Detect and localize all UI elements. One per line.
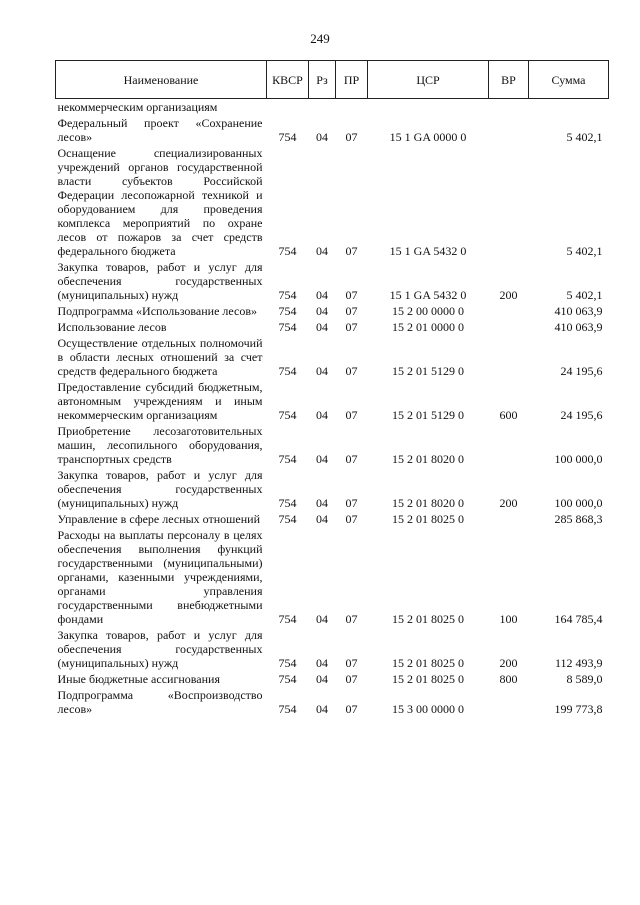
row-csr: 15 2 01 5129 0 — [392, 408, 464, 422]
row-csr: 15 2 01 8020 0 — [392, 452, 464, 466]
row-csr: 15 1 GA 0000 0 — [389, 130, 467, 144]
row-name: Расходы на выплаты персоналу в целях обеспечения выполнения функций государственными (муниципальными) органами, казенными учреждениями, органами управления государственными внебюджетными фондами — [57, 528, 263, 626]
row-csr: 15 2 01 8025 0 — [392, 672, 464, 686]
row-name: Приобретение лесозаготовительных машин, лесопильного оборудования, транспортных средств — [57, 424, 263, 466]
header-csr: ЦСР — [368, 61, 489, 99]
row-pr: 07 — [345, 656, 358, 670]
row-vr — [489, 99, 529, 116]
row-pr: 07 — [345, 408, 358, 422]
row-rz: 04 — [316, 304, 328, 318]
row-pr: 07 — [345, 364, 358, 378]
row-vr — [489, 335, 529, 379]
row-rz: 04 — [316, 672, 328, 686]
row-name: Закупка товаров, работ и услуг для обеспечения государственных (муниципальных) нужд — [57, 260, 263, 302]
row-sum: 5 402,1 — [566, 130, 603, 144]
header-name: Наименование — [56, 61, 267, 99]
row-sum: 100 000,0 — [554, 496, 603, 510]
table-row — [56, 259, 609, 303]
row-rz: 04 — [316, 496, 328, 510]
row-pr: 07 — [345, 320, 358, 334]
row-name: Подпрограмма «Воспроизводство лесов» — [57, 688, 263, 716]
row-vr — [489, 145, 529, 259]
row-rz: 04 — [316, 320, 328, 334]
table-row — [56, 319, 609, 335]
row-rz — [309, 99, 336, 116]
row-rz: 04 — [316, 452, 328, 466]
row-name: Осуществление отдельных полномочий в области лесных отношений за счет средств федерального бюджета — [57, 336, 263, 378]
row-sum: 5 402,1 — [566, 244, 603, 258]
row-csr: 15 2 01 8020 0 — [392, 496, 464, 510]
table-row — [56, 99, 609, 116]
header-pr: ПР — [336, 61, 368, 99]
page-number: 249 — [310, 31, 330, 46]
row-sum: 285 868,3 — [554, 512, 603, 526]
row-kvsr: 754 — [278, 130, 297, 144]
row-csr: 15 1 GA 5432 0 — [389, 244, 467, 258]
row-kvsr: 754 — [278, 496, 297, 510]
table-row — [56, 303, 609, 319]
table-row — [56, 115, 609, 145]
table-row — [56, 527, 609, 627]
table-row — [56, 671, 609, 687]
row-pr: 07 — [345, 130, 358, 144]
row-pr — [336, 99, 368, 116]
row-rz: 04 — [316, 656, 328, 670]
row-kvsr: 754 — [278, 408, 297, 422]
row-sum: 100 000,0 — [554, 452, 603, 466]
row-sum: 199 773,8 — [554, 702, 603, 716]
table-row — [56, 511, 609, 527]
header-kvsr: КВСР — [267, 61, 309, 99]
row-name: Использование лесов — [57, 320, 167, 334]
row-rz: 04 — [316, 244, 328, 258]
row-pr: 07 — [345, 304, 358, 318]
row-csr: 15 2 01 8025 0 — [392, 612, 464, 626]
row-rz: 04 — [316, 512, 328, 526]
row-sum: 112 493,9 — [554, 656, 603, 670]
row-sum: 24 195,6 — [560, 364, 603, 378]
row-name: Федеральный проект «Сохранение лесов» — [57, 116, 263, 144]
table-row — [56, 423, 609, 467]
row-sum — [529, 99, 609, 116]
row-name: Оснащение специализированных учреждений органов государственной власти субъектов Российской Федерации лесопожарной техникой и оборудованием для проведения комплекса мероприятий по охране лесов от пожаров за счет средств федерального бюджета — [57, 146, 263, 258]
row-name: Управление в сфере лесных отношений — [57, 512, 261, 526]
row-pr: 07 — [345, 702, 358, 716]
row-vr: 200 — [499, 496, 518, 510]
row-rz: 04 — [316, 130, 328, 144]
table-row — [56, 687, 609, 717]
row-sum: 410 063,9 — [554, 304, 603, 318]
row-csr: 15 2 01 0000 0 — [392, 320, 464, 334]
row-vr — [489, 319, 529, 335]
row-name: Закупка товаров, работ и услуг для обеспечения государственных (муниципальных) нужд — [57, 468, 263, 510]
row-pr: 07 — [345, 452, 358, 466]
row-kvsr: 754 — [278, 288, 297, 302]
row-kvsr: 754 — [278, 512, 297, 526]
table-row — [56, 467, 609, 511]
row-rz: 04 — [316, 408, 328, 422]
table-row — [56, 145, 609, 259]
row-sum: 8 589,0 — [566, 672, 603, 686]
row-kvsr: 754 — [278, 244, 297, 258]
row-pr: 07 — [345, 612, 358, 626]
row-vr — [489, 423, 529, 467]
row-rz: 04 — [316, 364, 328, 378]
header-rz: Рз — [309, 61, 336, 99]
row-kvsr — [267, 99, 309, 116]
table-row — [56, 379, 609, 423]
row-sum: 410 063,9 — [554, 320, 603, 334]
row-csr: 15 2 01 8025 0 — [392, 512, 464, 526]
row-vr: 800 — [499, 672, 518, 686]
header-sum: Сумма — [529, 61, 609, 99]
row-vr — [489, 511, 529, 527]
row-kvsr: 754 — [278, 364, 297, 378]
budget-table — [55, 60, 609, 717]
row-sum: 5 402,1 — [566, 288, 603, 302]
row-csr: 15 2 01 8025 0 — [392, 656, 464, 670]
table-row — [56, 627, 609, 671]
row-rz: 04 — [316, 612, 328, 626]
row-sum: 24 195,6 — [560, 408, 603, 422]
row-kvsr: 754 — [278, 672, 297, 686]
row-kvsr: 754 — [278, 702, 297, 716]
row-pr: 07 — [345, 244, 358, 258]
row-csr: 15 1 GA 5432 0 — [389, 288, 467, 302]
row-vr: 200 — [499, 288, 518, 302]
row-pr: 07 — [345, 672, 358, 686]
row-name: Закупка товаров, работ и услуг для обеспечения государственных (муниципальных) нужд — [57, 628, 263, 670]
row-kvsr: 754 — [278, 452, 297, 466]
row-pr: 07 — [345, 496, 358, 510]
table-header-row — [56, 61, 609, 99]
row-csr: 15 2 00 0000 0 — [392, 304, 464, 318]
header-vr: ВР — [489, 61, 529, 99]
row-kvsr: 754 — [278, 612, 297, 626]
row-rz: 04 — [316, 702, 328, 716]
table-row — [56, 335, 609, 379]
row-vr: 600 — [499, 408, 518, 422]
row-csr: 15 3 00 0000 0 — [392, 702, 464, 716]
row-pr: 07 — [345, 288, 358, 302]
row-sum: 164 785,4 — [554, 612, 603, 626]
row-pr: 07 — [345, 512, 358, 526]
row-vr: 200 — [499, 656, 518, 670]
row-kvsr: 754 — [278, 656, 297, 670]
row-vr — [489, 115, 529, 145]
row-name: Подпрограмма «Использование лесов» — [57, 304, 258, 318]
row-name: Предоставление субсидий бюджетным, автономным учреждениям и иным некоммерческим организациям — [57, 380, 263, 422]
row-name: Иные бюджетные ассигнования — [57, 672, 220, 686]
row-rz: 04 — [316, 288, 328, 302]
row-csr: 15 2 01 5129 0 — [392, 364, 464, 378]
row-vr: 100 — [499, 612, 518, 626]
row-kvsr: 754 — [278, 304, 297, 318]
row-kvsr: 754 — [278, 320, 297, 334]
row-vr — [489, 303, 529, 319]
row-vr — [489, 687, 529, 717]
row-csr — [368, 99, 489, 116]
row-name: некоммерческим организациям — [57, 100, 218, 114]
